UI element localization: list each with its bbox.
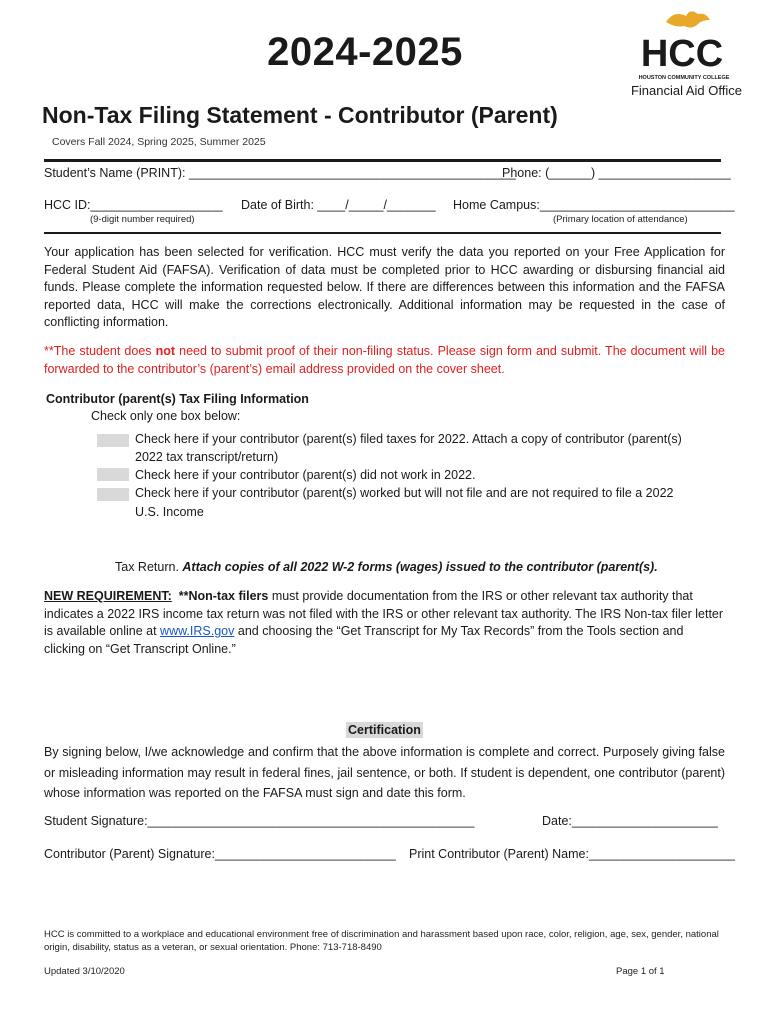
option-filed-line1: Check here if your contributor (parent(s) filed taxes for 2022. Attach a copy of contributor (parent(s) bbox=[135, 432, 682, 446]
page-number: Page 1 of 1 bbox=[616, 966, 665, 977]
section-heading: Contributor (parent(s) Tax Filing Information bbox=[46, 392, 309, 406]
svg-text:HCC: HCC bbox=[640, 33, 724, 75]
fields-divider bbox=[44, 232, 721, 234]
covers-terms: Covers Fall 2024, Spring 2025, Summer 2025 bbox=[52, 136, 266, 148]
year-heading: 2024-2025 bbox=[267, 30, 463, 74]
print-name-field[interactable]: Print Contributor (Parent) Name:_____________________ bbox=[409, 847, 735, 861]
dob-field[interactable]: Date of Birth: ____/_____/_______ bbox=[241, 198, 436, 212]
hcc-id-note: (9-digit number required) bbox=[90, 214, 195, 225]
notice-paragraph: **The student does not need to submit proof of their non-filing status. Please sign form and submit. The document will be forwarded to the contributor’s (parent’s) email address provided on the cover sheet. bbox=[44, 344, 725, 376]
office-label: Financial Aid Office bbox=[630, 83, 742, 98]
top-divider bbox=[44, 159, 721, 162]
checkbox-filed-taxes[interactable] bbox=[97, 434, 129, 447]
student-name-field[interactable]: Student’s Name (PRINT): _______________________________________________ bbox=[44, 166, 516, 180]
intro-paragraph: Your application has been selected for verification. HCC must verify the data you reported on your Free Application for Federal Student Aid (FAFSA). Verification of data must be completed prior to HCC awarding or disbursing financial aid funds. Please complete the information requested below. If there are differences between this information and the FAFSA reported data, HCC will make the corrections electronically. Additional information may be requested in the case of conflicting information. bbox=[44, 245, 725, 330]
form-title: Non-Tax Filing Statement - Contributor (Parent) bbox=[42, 102, 558, 128]
campus-note: (Primary location of attendance) bbox=[553, 214, 688, 225]
checkbox-did-not-work[interactable] bbox=[97, 468, 129, 481]
updated-date: Updated 3/10/2020 bbox=[44, 966, 125, 977]
svg-text:HOUSTON COMMUNITY COLLEGE: HOUSTON COMMUNITY COLLEGE bbox=[638, 75, 730, 81]
checkbox-will-not-file[interactable] bbox=[97, 488, 129, 501]
option-did-not-work: Check here if your contributor (parent(s) did not work in 2022. bbox=[135, 468, 476, 482]
option-will-not-file-line1: Check here if your contributor (parent(s) worked but will not file and are not required to file a 2022 bbox=[135, 486, 674, 500]
hcc-logo bbox=[628, 8, 740, 84]
student-signature-field[interactable]: Student Signature:_______________________________________________ bbox=[44, 814, 475, 828]
certification-heading: Certification bbox=[348, 723, 421, 737]
irs-link[interactable]: www.IRS.gov bbox=[160, 624, 235, 639]
phone-field[interactable]: Phone: (______) ___________________ bbox=[502, 166, 731, 180]
date-field[interactable]: Date:_____________________ bbox=[542, 814, 718, 828]
option-will-not-file-line2: U.S. Income bbox=[135, 505, 204, 519]
certification-text: By signing below, I/we acknowledge and confirm that the above information is complete and correct. Purposely giving false or misleading information may result in federal fines, jail sentence, or both. If student is dependent, one contributor (parent) whose information was reported on the FAFSA must sign and date this form. bbox=[44, 745, 725, 800]
footer-disclaimer: HCC is committed to a workplace and educational environment free of discrimination and harassment based upon race, color, religion, age, sex, gender, national origin, disability, status as a veteran, or sexual orientation. Phone: 713-718-8490 bbox=[44, 929, 719, 953]
section-instruction: Check only one box below: bbox=[91, 409, 241, 423]
requirement-paragraph: NEW REQUIREMENT: **Non-tax filers must provide documentation from the IRS or other relevant tax authority that indicates a 2022 IRS income tax return was not filed with the IRS or other relevant tax authority. The IRS Non-tax filer letter is available online at www.IRS.gov and choosing the “Get Transcript for My Tax Records” from the Tools section and clicking on “Get Transcript Online.” bbox=[44, 589, 724, 656]
hcc-id-field[interactable]: HCC ID:___________________ bbox=[44, 198, 223, 212]
contributor-signature-field[interactable]: Contributor (Parent) Signature:__________________________ bbox=[44, 847, 396, 861]
eagle-icon bbox=[666, 11, 710, 27]
tax-return-note: Tax Return. Attach copies of all 2022 W-2 forms (wages) issued to the contributor (parent(s). bbox=[115, 560, 658, 574]
option-filed-line2: 2022 tax transcript/return) bbox=[135, 450, 279, 464]
home-campus-field[interactable]: Home Campus:____________________________ bbox=[453, 198, 735, 212]
